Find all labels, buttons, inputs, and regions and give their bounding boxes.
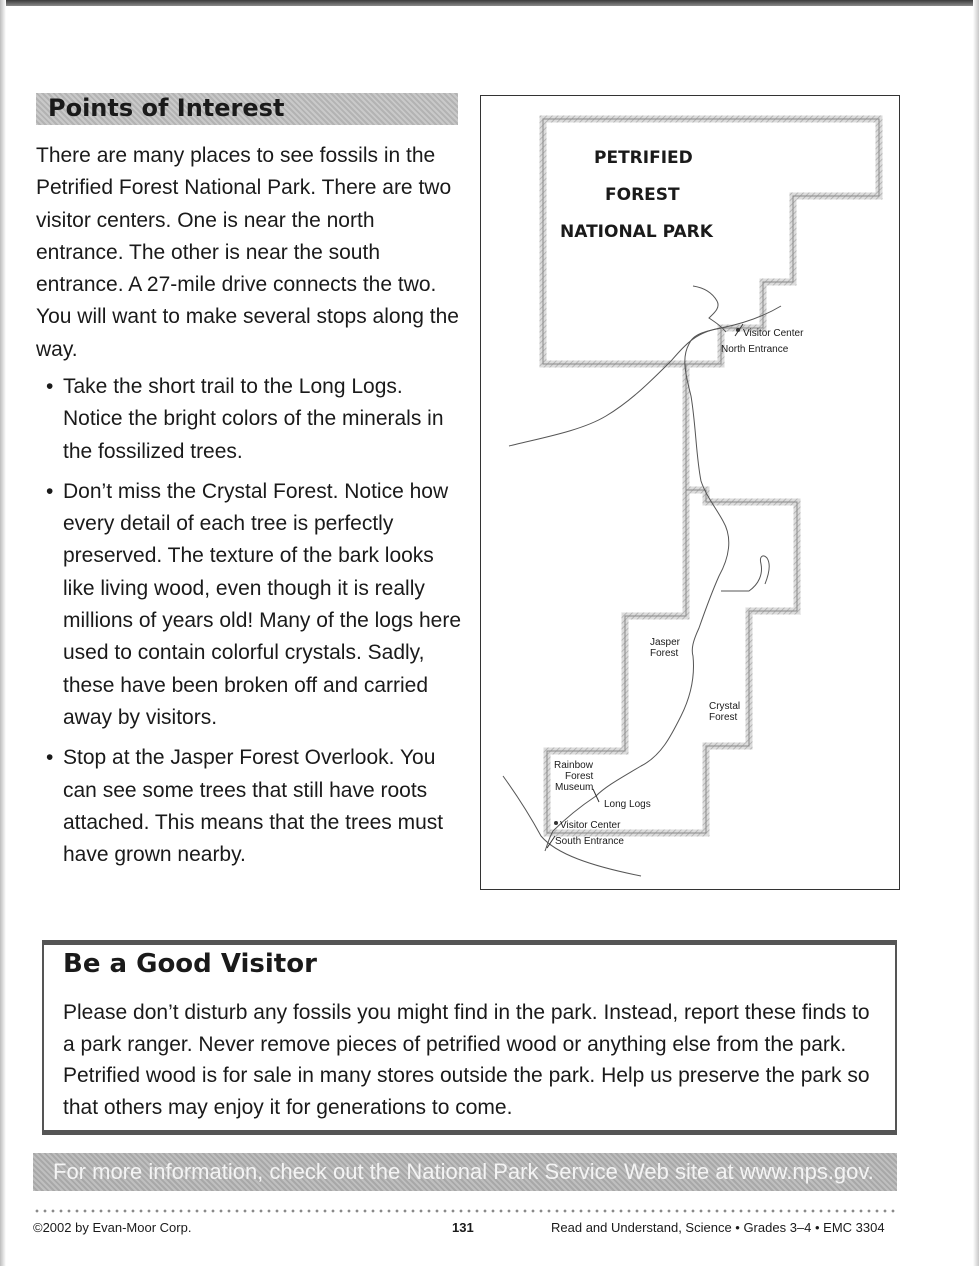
north-visitor-center-dot [736,328,740,332]
south-visitor-center-dot [554,821,558,825]
map-label-crystal-1: Crystal [709,701,741,712]
map-title-line-2: FOREST [605,185,680,205]
map-label-north-visitor-center: Visitor Center [743,328,804,339]
more-info-text: For more information, check out the National Park Service Web site at www.nps.gov. [53,1159,874,1184]
map-title-line-1: PETRIFIED [594,148,693,168]
more-info-bar [33,1153,897,1191]
points-list [36,371,468,879]
bullet-crystal-forest: • Don’t miss the Crystal Forest. Notice how every detail of each tree is perfectly preserved. The texture of the bark looks like living wood, even though it is really millions of years old! Many of the logs here used to contain colorful crystals. Sadly, these have been broken off and carried away by visitors. [36,476,468,734]
blue-mesa-spur [721,556,769,591]
map-label-crystal-2: Forest [709,712,738,723]
map-label-north-entrance: North Entrance [721,344,789,355]
park-map-drawing [481,96,901,891]
map-label-rainbow-3: Museum [555,782,594,793]
park-map [480,95,900,890]
good-visitor-paragraph: Please don’t disturb any fossils you might find in the park. Instead, report these finds to a park ranger. Never remove pieces of petrified wood or anything else from the park. Petrified wood is for sale in many stores outside the park. Help us preserve the park so that others may enjoy it for generations to come. [63,1001,870,1119]
map-label-rainbow-2: Forest [565,771,594,782]
page-top-edge [0,0,979,6]
map-label-rainbow-1: Rainbow [554,760,593,771]
footer-dotted-rule [33,1207,897,1215]
scan-left-edge [0,0,6,1266]
good-visitor-heading: Be a Good Visitor [63,949,317,979]
footer-page-number: 131 [452,1220,474,1235]
points-of-interest-heading-bar [36,93,458,125]
map-label-jasper-1: Jasper [650,637,681,648]
long-logs-pointer [593,789,599,802]
points-of-interest-heading: Points of Interest [48,94,285,122]
intro-paragraph: There are many places to see fossils in the Petrified Forest National Park. There are two visitor centers. One is near the north entrance. The other is near the south entrance. A 27-mile drive connects the two. You will want to make several stops along the way. [36,144,459,361]
bullet-long-logs: • Take the short trail to the Long Logs. Notice the bright colors of the minerals in the fossilized trees. [36,371,468,468]
scan-right-edge [973,0,979,1266]
footer-series: Read and Understand, Science • Grades 3–4 • EMC 3304 [551,1220,885,1235]
map-label-south-entrance: South Entrance [555,836,624,847]
bullet-jasper-forest: • Stop at the Jasper Forest Overlook. You can see some trees that still have roots attached. This means that the trees must have grown nearby. [36,742,468,871]
map-label-south-visitor-center: Visitor Center [560,820,621,831]
good-visitor-box [42,940,897,1135]
footer-copyright: ©2002 by Evan-Moor Corp. [33,1220,192,1235]
map-label-jasper-2: Forest [650,648,679,659]
map-label-long-logs: Long Logs [604,799,651,810]
map-title-line-3: NATIONAL PARK [560,222,713,242]
